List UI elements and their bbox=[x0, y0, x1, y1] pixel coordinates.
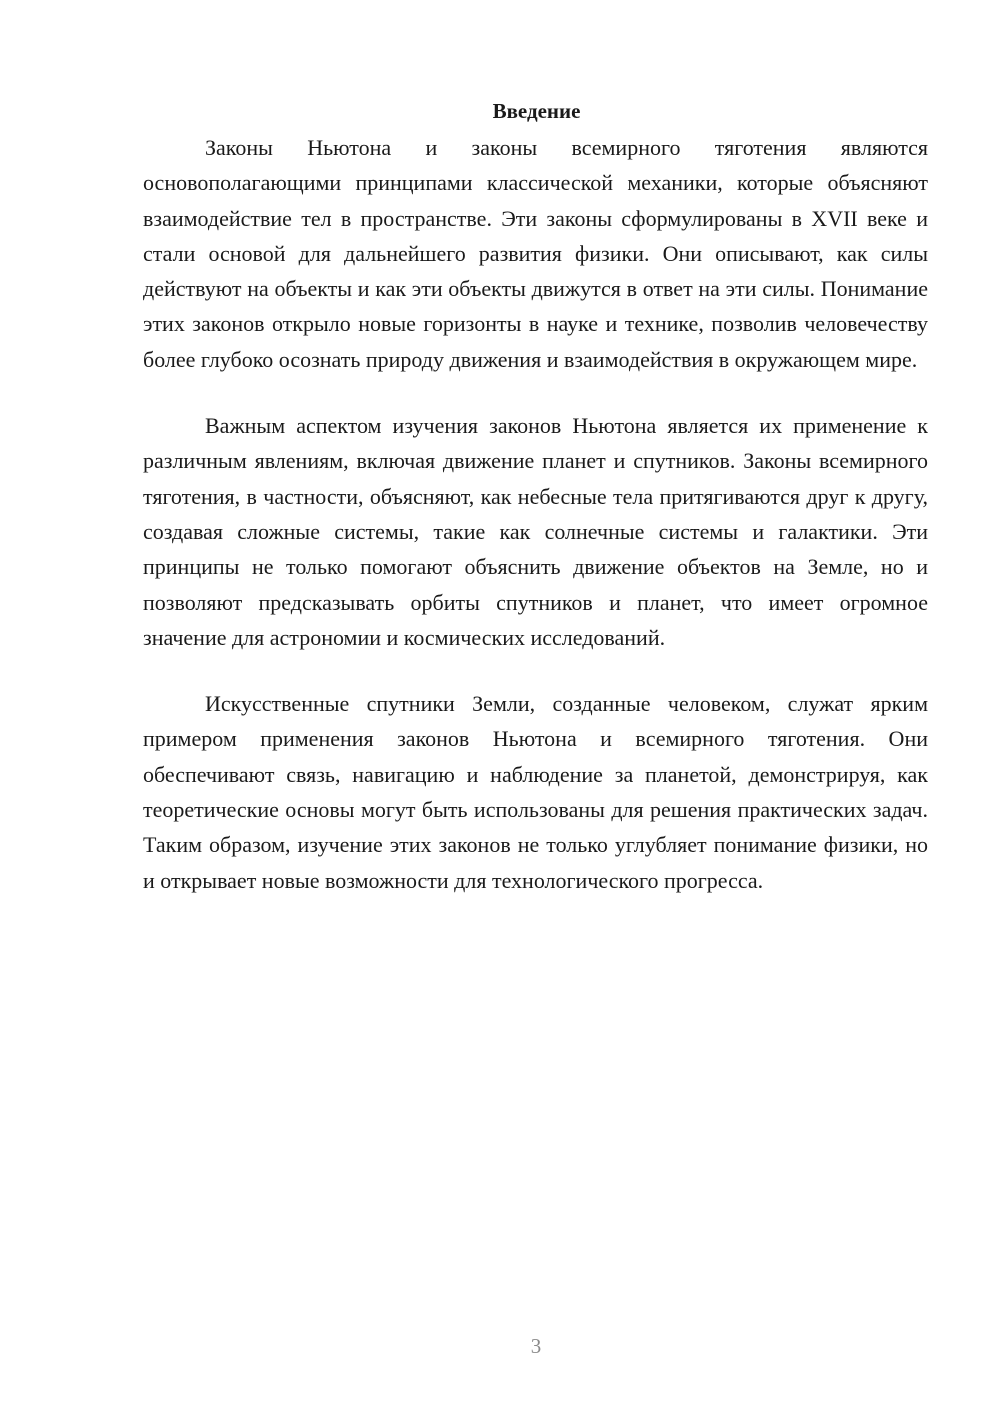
paragraph: Искусственные спутники Земли, созданные человеком, служат ярким примером применения законов Ньютона и всемирного тяготения. Они обеспечивают связь, навигацию и наблюдение за планетой, демонстрируя, как теоретические основы могут быть использованы для решения практических задач. Таким образом, изучение этих законов не только углубляет понимание физики, но и открывает новые возможности для технологического прогресса. bbox=[143, 691, 928, 893]
page-content bbox=[143, 96, 928, 929]
page-number: 3 bbox=[530, 1334, 542, 1358]
section-title: Введение bbox=[492, 99, 581, 123]
paragraph: Законы Ньютона и законы всемирного тяготения являются основополагающими принципами классической механики, которые объясняют взаимодействие тел в пространстве. Эти законы сформулированы в XVII веке и стали основой для дальнейшего развития физики. Они описывают, как силы действуют на объекты и как эти объекты движутся в ответ на эти силы. Понимание этих законов открыло новые горизонты в науке и технике, позволив человечеству более глубоко осознать природу движения и взаимодействия в окружающем мире. bbox=[143, 135, 928, 372]
paragraph: Важным аспектом изучения законов Ньютона является их применение к различным явлениям, включая движение планет и спутников. Законы всемирного тяготения, в частности, объясняют, как небесные тела притягиваются друг к другу, создавая сложные системы, такие как солнечные системы и галактики. Эти принципы не только помогают объяснить движение объектов на Земле, но и позволяют предсказывать орбиты спутников и планет, что имеет огромное значение для астрономии и космических исследований. bbox=[143, 413, 928, 650]
